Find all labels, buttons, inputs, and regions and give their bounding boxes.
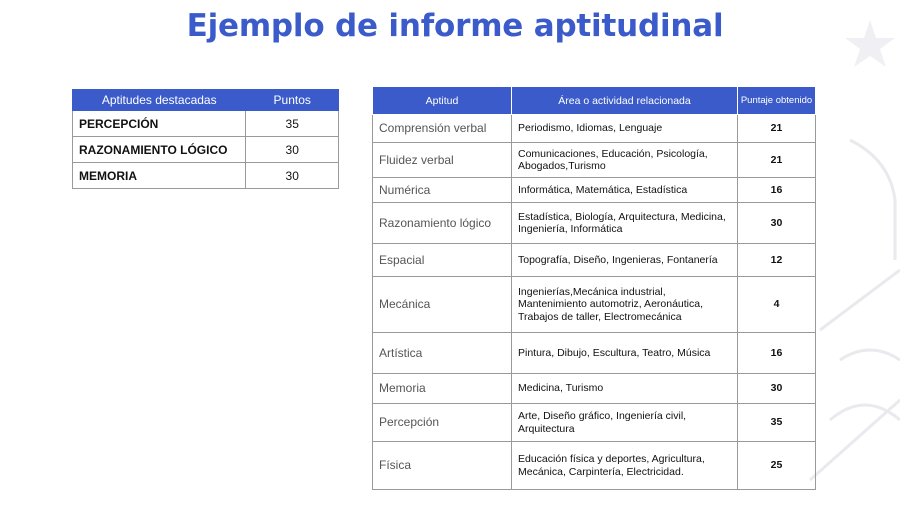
table-row <box>73 111 339 137</box>
table-row <box>373 404 816 442</box>
area-cell: Estadística, Biología, Arquitectura, Medicina, Ingeniería, Informática <box>512 203 738 244</box>
table-row <box>373 333 816 374</box>
area-cell: Informática, Matemática, Estadística <box>512 178 738 203</box>
table-header-row <box>73 90 339 111</box>
aptitud-cell: RAZONAMIENTO LÓGICO <box>73 137 246 163</box>
aptitud-cell: PERCEPCIÓN <box>73 111 246 137</box>
puntos-cell: 30 <box>246 163 339 189</box>
aptitud-cell: Artística <box>373 333 512 374</box>
area-cell: Ingenierías,Mecánica industrial, Mantenimiento automotriz, Aeronáutica, Trabajos de taller, Electromecánica <box>512 277 738 333</box>
puntaje-cell: 30 <box>738 374 816 404</box>
puntaje-cell: 21 <box>738 143 816 178</box>
area-cell: Educación física y deportes, Agricultura, Mecánica, Carpintería, Electricidad. <box>512 442 738 490</box>
puntaje-cell: 21 <box>738 115 816 143</box>
aptitud-area-table <box>372 86 816 490</box>
puntaje-cell: 16 <box>738 333 816 374</box>
puntaje-cell: 12 <box>738 244 816 277</box>
table-row <box>373 115 816 143</box>
column-header: Puntaje obtenido <box>738 87 816 115</box>
aptitudes-destacadas-table <box>72 89 339 189</box>
area-cell: Topografía, Diseño, Ingenieras, Fontanería <box>512 244 738 277</box>
area-cell: Arte, Diseño gráfico, Ingeniería civil, Arquitectura <box>512 404 738 442</box>
column-header: Puntos <box>246 90 339 111</box>
area-cell: Pintura, Dibujo, Escultura, Teatro, Música <box>512 333 738 374</box>
puntaje-cell: 30 <box>738 203 816 244</box>
puntaje-cell: 35 <box>738 404 816 442</box>
area-cell: Medicina, Turismo <box>512 374 738 404</box>
aptitud-cell: Percepción <box>373 404 512 442</box>
table-row <box>73 137 339 163</box>
area-cell: Periodismo, Idiomas, Lenguaje <box>512 115 738 143</box>
area-cell: Comunicaciones, Educación, Psicología, Abogados,Turismo <box>512 143 738 178</box>
column-header: Aptitud <box>373 87 512 115</box>
aptitud-cell: Física <box>373 442 512 490</box>
puntos-cell: 35 <box>246 111 339 137</box>
page-title: Ejemplo de informe aptitudinal <box>186 8 724 44</box>
column-header: Aptitudes destacadas <box>73 90 246 111</box>
table-header-row <box>373 87 816 115</box>
table-row <box>73 163 339 189</box>
table-row <box>373 143 816 178</box>
aptitud-cell: Memoria <box>373 374 512 404</box>
table-row <box>373 178 816 203</box>
aptitud-cell: Mecánica <box>373 277 512 333</box>
table-row <box>373 277 816 333</box>
table-row <box>373 203 816 244</box>
puntos-cell: 30 <box>246 137 339 163</box>
puntaje-cell: 16 <box>738 178 816 203</box>
aptitud-cell: Fluidez verbal <box>373 143 512 178</box>
puntaje-cell: 25 <box>738 442 816 490</box>
aptitud-cell: MEMORIA <box>73 163 246 189</box>
aptitud-cell: Espacial <box>373 244 512 277</box>
table-row <box>373 374 816 404</box>
aptitud-cell: Numérica <box>373 178 512 203</box>
puntaje-cell: 4 <box>738 277 816 333</box>
aptitud-cell: Comprensión verbal <box>373 115 512 143</box>
aptitud-cell: Razonamiento lógico <box>373 203 512 244</box>
table-row <box>373 442 816 490</box>
table-row <box>373 244 816 277</box>
column-header: Área o actividad relacionada <box>512 87 738 115</box>
